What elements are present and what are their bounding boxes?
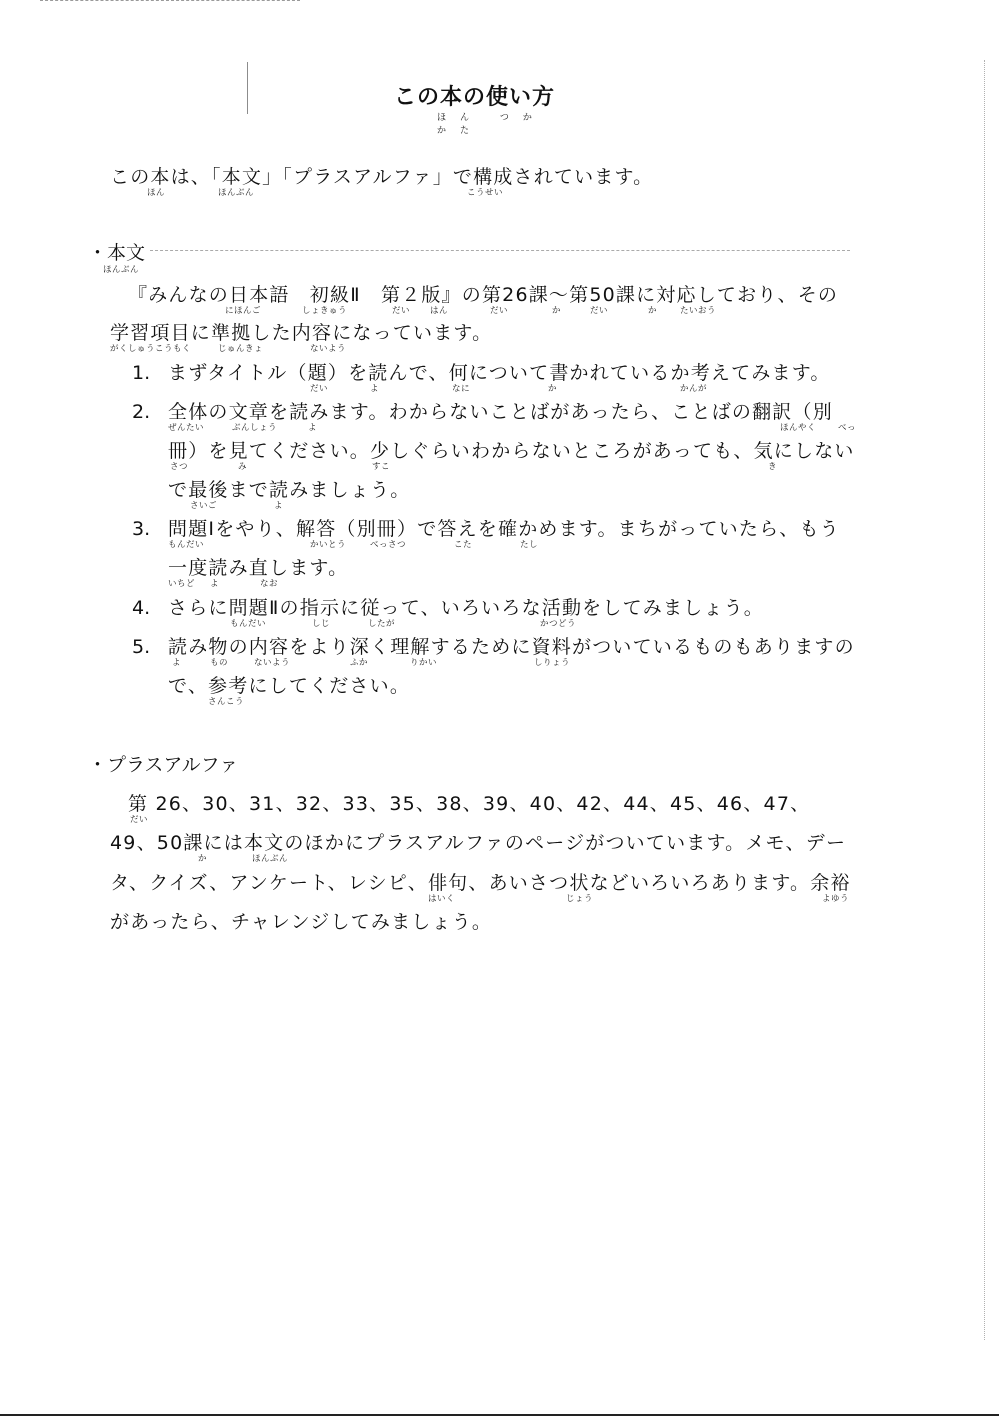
plus-line-1: 第 26、30、31、32、33、35、38、39、40、42、44、45、46、47、 (128, 793, 811, 815)
ruby: にほんご (225, 306, 262, 316)
ruby: りかい (410, 658, 438, 668)
ruby: はいく (428, 894, 456, 904)
scan-top-marks (40, 0, 300, 5)
honbun-line-2: 学習項目に準拠した内容になっています。 (110, 322, 493, 344)
intro-text: この本は、「本文」「プラスアルファ」で構成されています。 (110, 166, 654, 188)
scan-right-edge (983, 60, 985, 1340)
list-item-line: で、参考にしてください。 (168, 675, 411, 697)
ruby: ぶんしょう (232, 423, 278, 433)
ruby: しじ (312, 619, 331, 629)
section-heading-honbun: ・本文 (88, 242, 146, 264)
ruby: なに (452, 384, 471, 394)
plus-line-3: タ、クイズ、アンケート、レシピ、俳句、あいさつ状などいろいろあります。余裕 (110, 872, 851, 894)
ruby: だい (130, 815, 149, 825)
ruby: さんこう (208, 697, 245, 707)
ruby: べっ (838, 423, 857, 433)
ruby: ないよう (310, 344, 347, 354)
ruby: すこ (372, 462, 391, 472)
ruby: か (552, 306, 562, 316)
ruby: だい (490, 306, 509, 316)
ruby: かいとう (310, 540, 347, 550)
ruby: しょきゅう (302, 306, 348, 316)
ruby: こた (454, 540, 473, 550)
ruby: さつ (170, 462, 189, 472)
list-item-number: 3. (132, 518, 151, 540)
ruby: か (198, 854, 208, 864)
ruby: こうせい (467, 188, 504, 198)
ruby: しりょう (534, 658, 571, 668)
ruby: よ (274, 501, 284, 511)
ruby: ほんぶん (252, 854, 289, 864)
ruby: もの (210, 658, 229, 668)
list-item-line: さらに問題Ⅱの指示に従って、いろいろな活動をしてみましょう。 (168, 597, 764, 619)
ruby: かつどう (540, 619, 577, 629)
list-item-line: 冊）を見てください。少しぐらいわからないところがあっても、気にしない (168, 440, 855, 462)
ruby: じょう (566, 894, 594, 904)
ruby: なお (260, 579, 279, 589)
list-item-line: で最後まで読みましょう。 (168, 479, 411, 501)
ruby: か (548, 384, 558, 394)
ruby: だい (310, 384, 329, 394)
ruby: もんだい (230, 619, 267, 629)
ruby: か (648, 306, 658, 316)
ruby: たいおう (680, 306, 717, 316)
plus-line-2: 49、50課には本文のほかにプラスアルファのページがついています。メモ、デー (110, 832, 847, 854)
ruby: き (768, 462, 778, 472)
ruby: よ (370, 384, 380, 394)
ruby: よゆう (822, 894, 850, 904)
ruby: み (238, 462, 248, 472)
ruby: だい (590, 306, 609, 316)
ruby: よ (210, 579, 220, 589)
list-item-line: 読み物の内容をより深く理解するために資料がついているものもありますの (168, 636, 855, 658)
list-item-number: 5. (132, 636, 151, 658)
ruby: べっさつ (370, 540, 407, 550)
list-item-line: 全体の文章を読みます。わからないことばがあったら、ことばの翻訳（別 (168, 401, 833, 423)
ruby: ほんぶん (218, 188, 255, 198)
ruby: もんだい (168, 540, 205, 550)
ruby: じゅんきょ (218, 344, 264, 354)
section-heading-plus-alpha: ・プラスアルファ (88, 754, 239, 776)
ruby: さいご (190, 501, 218, 511)
page-title: この本の使い方 (393, 85, 555, 110)
ruby: いちど (168, 579, 196, 589)
honbun-line-1: 『みんなの日本語 初級Ⅱ 第２版』の第26課〜第50課に対応しており、その (128, 284, 839, 306)
list-item-line: まずタイトル（題）を読んで、何について書かれているか考えてみます。 (168, 362, 831, 384)
page-title-ruby: ほん つか かた (437, 113, 546, 136)
dashed-rule (150, 250, 850, 252)
ruby: よ (172, 658, 182, 668)
ruby: がくしゅうこうもく (110, 344, 192, 354)
list-item-number: 4. (132, 597, 151, 619)
ruby: だい (392, 306, 411, 316)
ruby: ほん (147, 188, 166, 198)
ruby: ほんぶん (103, 265, 140, 275)
ruby: ぜんたい (168, 423, 205, 433)
list-item-line: 一度読み直します。 (168, 557, 349, 579)
scan-bottom-line (0, 1414, 999, 1416)
ruby: たし (520, 540, 539, 550)
ruby: ほんやく (780, 423, 817, 433)
list-item-number: 2. (132, 401, 151, 423)
ruby: はん (430, 306, 449, 316)
list-item-line: 問題Ⅰをやり、解答（別冊）で答えを確かめます。まちがっていたら、もう (168, 518, 840, 540)
list-item-number: 1. (132, 362, 151, 384)
ruby: ふか (350, 658, 369, 668)
ruby: よ (308, 423, 318, 433)
ruby: かんが (680, 384, 708, 394)
ruby: ないよう (254, 658, 291, 668)
plus-line-4: があったら、チャレンジしてみましょう。 (110, 911, 493, 933)
ruby: したが (368, 619, 396, 629)
